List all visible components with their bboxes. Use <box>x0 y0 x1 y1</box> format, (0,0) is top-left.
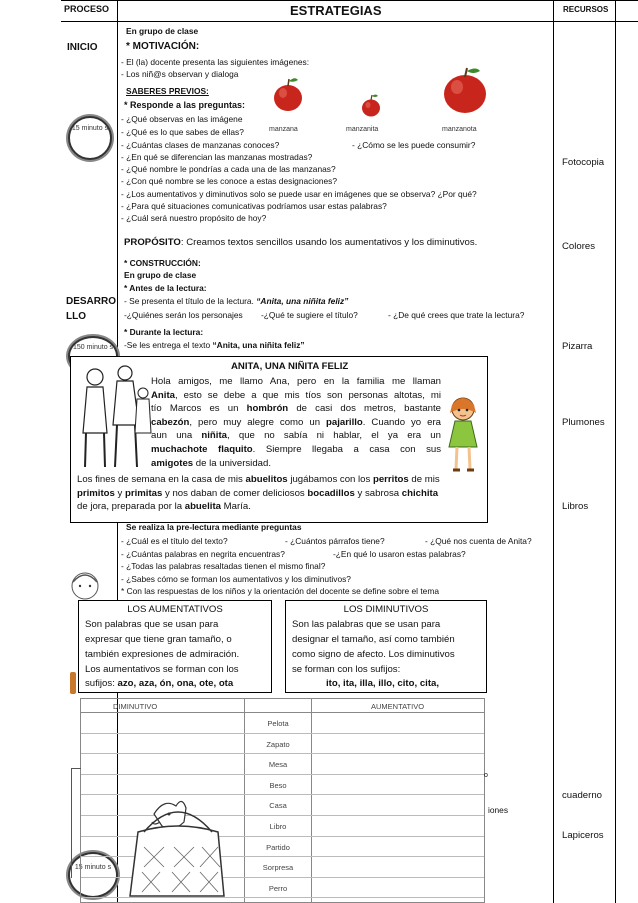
story-text: y nos daban de comer deliciosos <box>162 487 308 499</box>
aumentativos-line: Son palabras que se usan para <box>85 619 219 630</box>
antes-title: * Antes de la lectura: <box>124 283 207 293</box>
despues-q1a: - ¿Cuál es el título del texto? <box>121 536 228 546</box>
proposito <box>124 237 477 249</box>
story-bold-word: abuelita <box>184 501 221 513</box>
apple-icon-small <box>362 95 380 117</box>
despues-q5: * Con las respuestas de los niños y la orientación del docente se define sobre el tema <box>121 586 439 596</box>
phase-desarrollo-1: DESARRO <box>66 296 117 307</box>
word-cell: Sorpresa <box>262 863 294 873</box>
pregunta-line: - ¿Qué nombre le pondrías a cada una de las manzanas? <box>121 164 336 174</box>
phase-inicio: INICIO <box>67 42 98 53</box>
story-line <box>151 402 441 416</box>
story-bold-word: pajarillo <box>326 416 363 428</box>
motivacion-line: - Los niñ@s observan y dialoga <box>121 69 239 79</box>
story-bold-word: hombrón <box>246 403 289 415</box>
motivacion-line: - El (la) docente presenta las siguientes imágenes: <box>121 57 310 67</box>
story-line <box>151 375 441 389</box>
recurso-item: Pizarra <box>562 341 593 352</box>
men-illustration <box>73 363 153 471</box>
story-line <box>151 429 441 443</box>
despues-q1b: - ¿Cuántos párrafos tiene? <box>285 536 385 546</box>
frame-right <box>615 0 616 903</box>
story-line <box>77 473 487 487</box>
recurso-item: Plumones <box>562 417 605 428</box>
despues-q3: - ¿Todas las palabras resaltadas tienen el mismo final? <box>121 561 326 571</box>
story-bold-word: primitos <box>77 487 115 499</box>
despues-q2b: -¿En qué lo usaron estas palabras? <box>333 549 466 559</box>
story-text: María. <box>221 501 251 513</box>
clock-label: 15 minuto s <box>71 125 109 132</box>
pregunta-line: - ¿Con qué nombre se les conoce a estas designaciones? <box>121 176 338 186</box>
story-bold-word: cabezón <box>151 416 190 428</box>
apple-icon-medium <box>274 78 302 111</box>
story-text: . Cuando yo era <box>362 416 441 428</box>
story-bold-word: niñita <box>201 430 227 442</box>
pregunta-line: - ¿Qué es lo que sabes de ellas? <box>121 127 244 137</box>
antes-line-1 <box>124 296 348 307</box>
header-divider <box>61 21 638 22</box>
story-text: de la universidad. <box>193 457 271 469</box>
story-text: , pero muy alegre como un <box>189 416 326 428</box>
decor-icon <box>70 672 76 694</box>
diminutivos-line: como signo de afecto. Los diminutivos <box>292 649 455 660</box>
aumentativos-box <box>78 600 272 693</box>
recurso-item: Lapiceros <box>562 830 604 841</box>
phase-desarrollo-2: LLO <box>66 311 86 322</box>
word-cell: Partido <box>266 842 290 852</box>
aumentativos-line: Los aumentativos se forman con los <box>85 664 239 675</box>
durante-line-b: “Anita, una niñita feliz” <box>212 340 305 350</box>
antes-line-1-b: “Anita, una niñita feliz” <box>256 296 349 306</box>
story-bold-word: Anita <box>151 389 175 401</box>
aumentativos-suffixes: azo, aza, ón, ona, ote, ota <box>117 678 234 689</box>
despues-q2a: - ¿Cuántas palabras en negrita encuentras? <box>121 549 285 559</box>
diminutivos-line: Son las palabras que se usan para <box>292 619 441 630</box>
antes-line-1-a: - Se presenta el título de la lectura. <box>124 296 257 306</box>
apple-label: manzanita <box>346 126 379 133</box>
story-line <box>151 457 441 471</box>
despues-q1c: - ¿Qué nos cuenta de Anita? <box>425 536 532 546</box>
saberes-title: SABERES PREVIOS: <box>126 86 209 96</box>
pregunta-line: - ¿Los aumentativos y diminutivos solo se puede usar en imágenes que se observa? ¿Por qué? <box>121 189 477 199</box>
story-text: . Siempre llegaba a casa con sus <box>252 443 441 455</box>
girl-illustration <box>441 395 487 473</box>
header-aumentativo: AUMENTATIVO <box>371 702 425 711</box>
durante-line <box>124 340 305 351</box>
clock-label: 15 minuto s <box>74 864 112 871</box>
story-bold-word: amigotes <box>151 457 194 469</box>
story-text: aun una <box>151 430 202 442</box>
clock-icon-inicio <box>68 116 112 160</box>
aumentativos-title: LOS AUMENTATIVOS <box>127 604 223 615</box>
recurso-item: Libros <box>562 501 589 512</box>
pregunta-line: - ¿Para qué situaciones comunicativas podríamos usar estas palabras? <box>121 201 387 211</box>
story-bold-word: muchachote flaquito <box>151 443 253 455</box>
diminutivos-box <box>285 600 487 693</box>
prelectura: Se realiza la pre-lectura mediante preguntas <box>126 522 302 532</box>
proposito-text: : Creamos textos sencillos usando los aumentativos y los diminutivos. <box>180 237 478 248</box>
word-cell: Perro <box>268 883 288 893</box>
pregunta-line: - ¿Cuál será nuestro propósito de hoy? <box>121 213 267 223</box>
recurso-item: cuaderno <box>562 790 603 801</box>
story-text: y sabrosa <box>354 487 402 499</box>
story-text: , esto se debe a que mis tíos son personas altotas, mi <box>174 389 441 401</box>
word-cell: Libro <box>269 822 287 831</box>
story-bold-word: primitas <box>125 487 163 499</box>
story-p2 <box>77 473 487 514</box>
header-recursos: RECURSOS <box>563 5 609 14</box>
dog-bag-illustration <box>124 792 232 900</box>
pregunta-line: - ¿Qué observas en las imágene <box>121 114 243 124</box>
construccion-group: En grupo de clase <box>124 270 197 280</box>
diminutivos-suffixes: ito, ita, illa, illo, cito, cita, <box>326 678 440 689</box>
aumentativos-line: también expresiones de admiración. <box>85 649 240 660</box>
left-bracket-line <box>71 768 81 769</box>
header-proceso: PROCESO <box>64 4 110 14</box>
story-line <box>77 500 487 514</box>
story-text: Hola amigos, me llamo Ana, pero en la familia me llaman <box>151 376 441 387</box>
story-text: tío Marcos es un <box>151 403 247 415</box>
story-bold-word: abuelitos <box>245 474 288 485</box>
story-bold-word: bocadillos <box>307 487 355 499</box>
aumentativos-last <box>85 677 233 691</box>
pregunta-line: - ¿Cuántas clases de manzanas conoces? <box>121 140 280 150</box>
story-line <box>151 389 441 403</box>
story-p1 <box>151 375 441 470</box>
header-estrategias: ESTRATEGIAS <box>290 3 382 18</box>
story-box <box>70 356 488 523</box>
story-text: de mis <box>408 474 440 485</box>
story-text: Los fines de semana en la casa de mis <box>77 474 246 485</box>
diminutivos-title: LOS DIMINUTIVOS <box>343 604 429 615</box>
preguntas-title: * Responde a las preguntas: <box>124 100 246 110</box>
pregunta-consumir: - ¿Cómo se les puede consumir? <box>352 140 476 150</box>
story-bold-word: chichita <box>401 487 439 499</box>
motivacion-title: * MOTIVACIÓN: <box>126 41 200 52</box>
story-text: y <box>114 487 125 499</box>
story-title: ANITA, UNA NIÑITA FELIZ <box>231 361 349 372</box>
frame-top <box>61 0 638 1</box>
header-diminutivo: DIMINUTIVO <box>113 702 158 711</box>
apple-label: manzanota <box>442 126 477 133</box>
story-text: , que no sabía ni hablar, el ya era un <box>227 430 441 442</box>
aumentativos-last-a: sufijos: <box>85 678 118 689</box>
story-text: de jora, preparada por la <box>77 501 185 513</box>
recurso-item: Colores <box>562 241 596 252</box>
antes-line-2b: -¿Qué te sugiere el título? <box>261 310 358 320</box>
antes-line-2a: -¿Quiénes serán los personajes <box>124 310 243 320</box>
antes-line-2c: - ¿De qué crees que trate la lectura? <box>388 310 525 320</box>
apple-icon-large <box>444 68 486 113</box>
story-line <box>151 443 441 457</box>
pregunta-line: - ¿En qué se diferencian las manzanas mostradas? <box>121 152 313 162</box>
despues-q4: - ¿Sabes cómo se forman los aumentativos y los diminutivos? <box>121 574 351 584</box>
story-text: jugábamos con los <box>287 474 373 485</box>
proposito-label: PROPÓSITO <box>124 237 181 248</box>
cut-right-small: o <box>484 772 488 779</box>
story-line <box>77 487 487 501</box>
aumentativos-line: expresar que tiene gran tamaño, o <box>85 634 232 645</box>
left-bracket-line-v <box>71 768 72 878</box>
apple-label: manzana <box>269 126 298 133</box>
col-divider-2 <box>553 0 554 903</box>
story-bold-word: perritos <box>372 474 409 485</box>
construccion-title: * CONSTRUCCIÓN: <box>124 258 201 268</box>
diminutivos-line: designar el tamaño, así como también <box>292 634 455 645</box>
word-cell: Casa <box>269 801 287 811</box>
durante-title: * Durante la lectura: <box>124 327 204 337</box>
durante-line-a: -Se les entrega el texto <box>124 340 213 350</box>
recurso-item: Fotocopia <box>562 157 605 168</box>
cut-right-iones: iones <box>488 805 509 815</box>
inicio-group: En grupo de clase <box>126 26 199 36</box>
clock-label: 150 minuto s <box>72 344 114 351</box>
word-cell: Pelota <box>267 719 289 728</box>
word-cell: Zapato <box>266 739 290 749</box>
word-cell: Beso <box>269 780 287 790</box>
diminutivos-line: se forman con los sufijos: <box>292 664 401 675</box>
story-text: de casi dos metros, bastante <box>288 403 441 415</box>
word-cell: Mesa <box>268 760 288 770</box>
story-line <box>151 416 441 430</box>
